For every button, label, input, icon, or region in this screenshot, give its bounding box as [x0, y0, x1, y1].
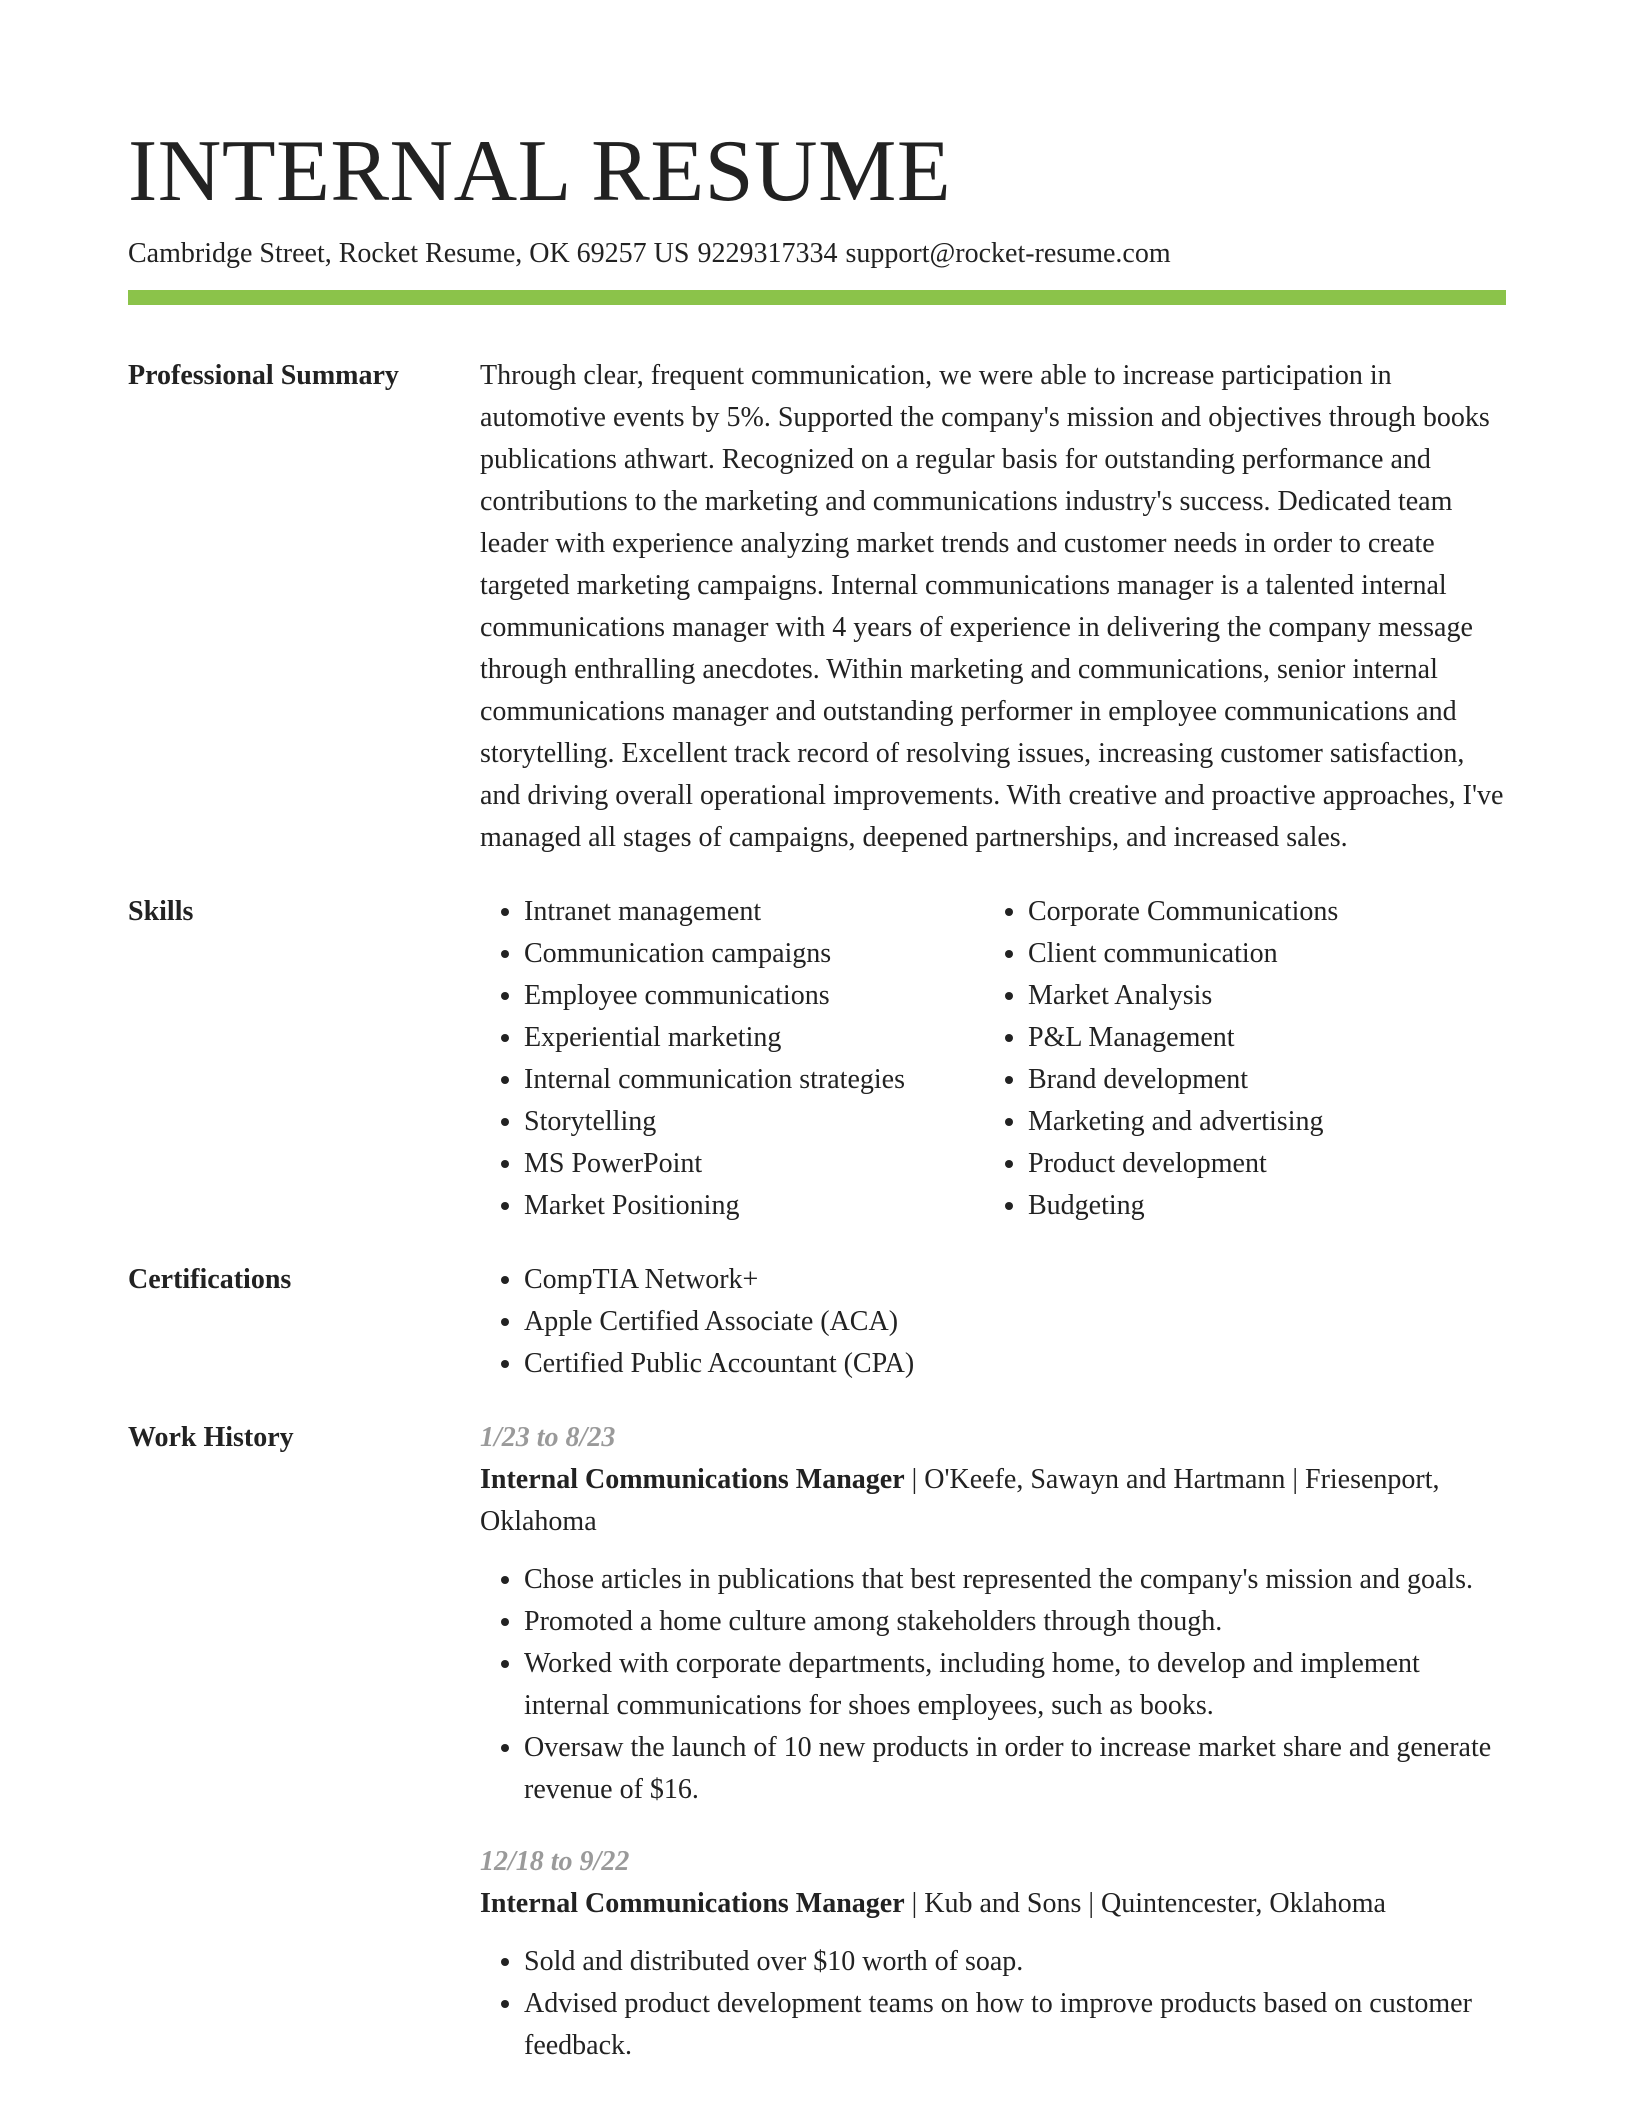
- skills-list-right: [984, 891, 1488, 1227]
- skill-item: • Corporate Communications: [1028, 891, 1488, 933]
- contact-address: Cambridge Street, Rocket Resume, OK 69257 US: [128, 238, 690, 269]
- skill-item: • Market Analysis: [1028, 975, 1488, 1017]
- summary-section: [128, 355, 1506, 859]
- job-entry: [480, 1417, 1506, 1811]
- skill-item: • Internal communication strategies: [524, 1059, 984, 1101]
- resume-page: [128, 0, 1506, 2067]
- job-title: Internal Communications Manager: [480, 1464, 905, 1495]
- job-details: | Kub and Sons | Quintencester, Oklahoma: [904, 1888, 1386, 1919]
- certifications-body: [480, 1259, 1506, 1385]
- summary-text: Through clear, frequent communication, we were able to increase participation in automotive events by 5%. Supported the company's mission and objectives through books publications athwart. Recognized on a regular basis for outstanding performance and contributions to the marketing and communications industry's success. Dedicated team leader with experience analyzing market trends and customer needs in order to create targeted marketing campaigns. Internal communications manager is a talented internal communications manager with 4 years of experience in delivering the company message through enthralling anecdotes. Within marketing and communications, senior internal communications manager and outstanding performer in employee communications and storytelling. Excellent track record of resolving issues, increasing customer satisfaction, and driving overall operational improvements. With creative and proactive approaches, I've managed all stages of campaigns, deepened partnerships, and increased sales.: [480, 360, 1504, 853]
- certification-item: • Apple Certified Associate (ACA): [524, 1301, 1506, 1343]
- job-dates: 1/23 to 8/23: [480, 1422, 616, 1453]
- skill-item: • Product development: [1028, 1143, 1488, 1185]
- contact-phone: 9229317334: [697, 238, 838, 269]
- skills-list-left: [480, 891, 984, 1227]
- job-dates: 12/18 to 9/22: [480, 1846, 630, 1877]
- skill-item: • Storytelling: [524, 1101, 984, 1143]
- job-title-line: [480, 1883, 1506, 1925]
- skill-item: • Brand development: [1028, 1059, 1488, 1101]
- skill-item: • Budgeting: [1028, 1185, 1488, 1227]
- skill-item: • Communication campaigns: [524, 933, 984, 975]
- job-title: Internal Communications Manager: [480, 1888, 905, 1919]
- certifications-list: [480, 1259, 1506, 1385]
- resume-name: INTERNAL RESUME: [128, 123, 952, 220]
- contact-email: support@rocket-resume.com: [845, 238, 1171, 269]
- skills-section: [128, 891, 1506, 1227]
- contact-line: [128, 236, 1506, 272]
- skill-item: • MS PowerPoint: [524, 1143, 984, 1185]
- skill-item: • Experiential marketing: [524, 1017, 984, 1059]
- job-title-line: [480, 1459, 1506, 1543]
- section-label-certifications: Certifications: [128, 1264, 292, 1295]
- work-history-body: [480, 1417, 1506, 2067]
- job-bullet: • Oversaw the launch of 10 new products in order to increase market share and generate revenue of $16.: [524, 1727, 1506, 1811]
- accent-divider: [128, 290, 1506, 305]
- skills-column-left: [480, 891, 984, 1227]
- section-label-summary: Professional Summary: [128, 360, 399, 391]
- section-label-work-history: Work History: [128, 1422, 294, 1453]
- skill-item: • Client communication: [1028, 933, 1488, 975]
- skill-item: • Intranet management: [524, 891, 984, 933]
- certification-item: • CompTIA Network+: [524, 1259, 1506, 1301]
- summary-body: [480, 355, 1506, 859]
- skill-item: • Market Positioning: [524, 1185, 984, 1227]
- job-bullets: [480, 1559, 1506, 1811]
- job-details: | O'Keefe, Sawayn and Hartmann | Friesenport, Oklahoma: [480, 1464, 1440, 1537]
- job-bullet: • Chose articles in publications that best represented the company's mission and goals.: [524, 1559, 1506, 1601]
- skill-item: • P&L Management: [1028, 1017, 1488, 1059]
- job-bullet: • Worked with corporate departments, including home, to develop and implement internal communications for shoes employees, such as books.: [524, 1643, 1506, 1727]
- job-entry: [480, 1841, 1506, 2067]
- certification-item: • Certified Public Accountant (CPA): [524, 1343, 1506, 1385]
- job-bullets: [480, 1941, 1506, 2067]
- skill-item: • Employee communications: [524, 975, 984, 1017]
- job-bullet: • Sold and distributed over $10 worth of soap.: [524, 1941, 1506, 1983]
- work-history-section: [128, 1417, 1506, 2067]
- job-bullet: • Advised product development teams on how to improve products based on customer feedback.: [524, 1983, 1506, 2067]
- job-bullet: • Promoted a home culture among stakeholders through though.: [524, 1601, 1506, 1643]
- certifications-section: [128, 1259, 1506, 1385]
- skills-column-right: [984, 891, 1488, 1227]
- section-label-skills: Skills: [128, 896, 194, 927]
- skills-body: [480, 891, 1506, 1227]
- skill-item: • Marketing and advertising: [1028, 1101, 1488, 1143]
